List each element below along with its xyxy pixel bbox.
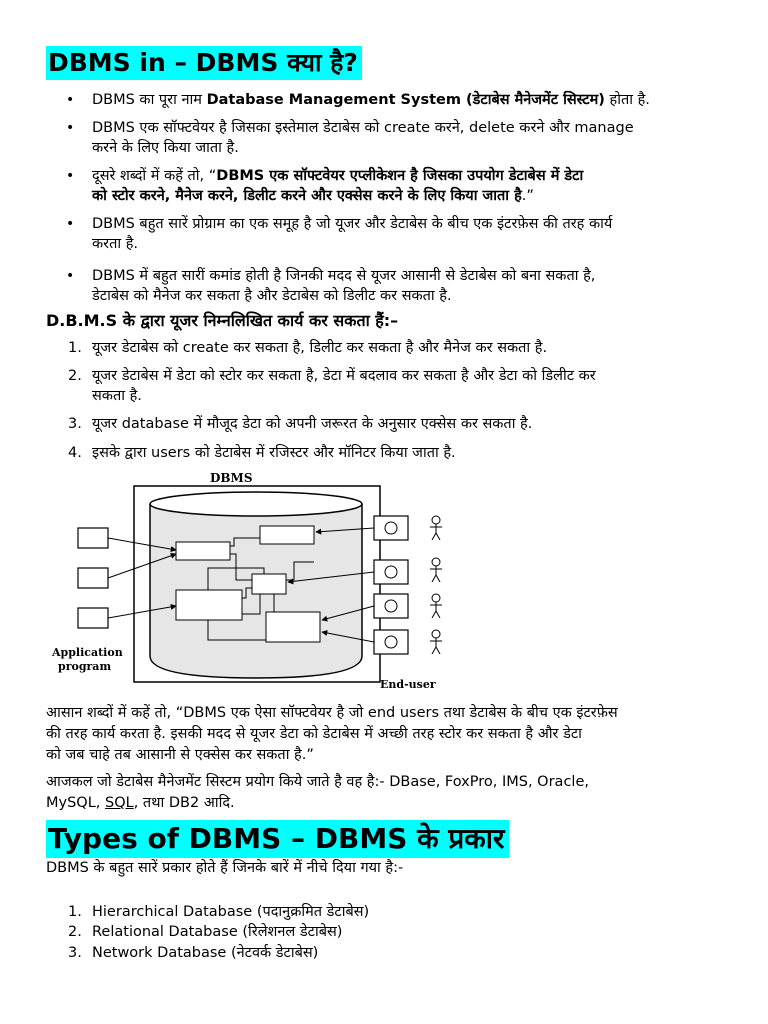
bullet-text: • DBMS बहुत सारें प्रोग्राम का एक समूह है जो यूजर और डेटाबेस के बीच एक इंटरफ़ेस की तरह कार्य (92, 216, 613, 232)
list-item-text: Network Database (नेटवर्क डेटाबेस) (92, 945, 319, 961)
list-item-text: Relational Database (रिलेशनल डेटाबेस) (92, 924, 343, 940)
list-item (68, 943, 732, 963)
list-item (68, 443, 732, 463)
bullet-text: DBMS का पूरा नाम (92, 92, 207, 108)
list-number: 3. (68, 416, 82, 432)
application-program-label: Application (52, 646, 123, 659)
list-number: 4. (68, 445, 82, 461)
inner-box (266, 612, 320, 642)
list-item (68, 414, 732, 434)
application-program-label: program (58, 660, 112, 673)
end-user-label: End-user (380, 678, 436, 691)
bullet-text: करता है. (92, 236, 139, 252)
summary-paragraph (46, 703, 726, 766)
list-item (68, 338, 732, 358)
list-number: 2. (68, 924, 82, 940)
app-program-box (78, 608, 108, 628)
list-number: 1. (68, 340, 82, 356)
paragraph-text: MySQL, (46, 795, 106, 811)
inner-box (176, 590, 242, 620)
bullet-bold-text: को स्टोर करने, मैनेज करने, डिलीट करने और एक्सेस करने के लिए किया जाता है (92, 188, 522, 204)
list-number: 1. (68, 904, 82, 920)
bullet-text: करने के लिए किया जाता है. (92, 140, 239, 156)
heading-dbms-kya-hai: DBMS in – DBMS क्या है? (46, 46, 362, 80)
inner-box (176, 542, 230, 560)
list-item-text: इसके द्वारा users को डेटाबेस में रजिस्टर और मॉनिटर किया जाता है. (92, 445, 456, 461)
list-item (68, 902, 732, 922)
paragraph-text: , तथा DB2 आदि. (133, 795, 235, 811)
types-intro: DBMS के बहुत सारें प्रकार होते हैं जिनके बारें में नीचे दिया गया है:- (46, 860, 404, 876)
bullet-text: • DBMS में बहुत सारीं कमांड होती है जिनकी मदद से यूजर आसानी से डेटाबेस को बना सकता है, (92, 268, 596, 284)
paragraph-line: आसान शब्दों में कहें तो, “DBMS एक ऐसा सॉफ्टवेयर है जो end users तथा डेटाबेस के बीच एक इंटरफ़ेस (46, 705, 618, 721)
list-item (68, 922, 732, 942)
systems-paragraph (46, 772, 726, 814)
bullet-bold-text: Database Management System (डेटाबेस मैनेजमेंट सिस्टम) (206, 92, 605, 108)
bullet-text: • DBMS एक सॉफ्टवेयर है जिसका इस्तेमाल डेटाबेस को create करने, delete करने और manage (92, 120, 634, 136)
dbms-diagram (50, 470, 470, 696)
bullet-full-form (92, 90, 732, 110)
end-user-figures (430, 516, 442, 654)
bullet-text: दूसरे शब्दों में कहें तो, “ (92, 168, 217, 184)
list-item-text: यूजर डेटाबेस में डेटा को स्टोर कर सकता है, डेटा में बदलाव कर सकता है और डेटा को डिलीट कर (92, 368, 596, 384)
list-item-text: यूजर database में मौजूद डेटा को अपनी जरूरत के अनुसार एक्सेस कर सकता है. (92, 416, 533, 432)
bullet-commands (92, 266, 732, 306)
paragraph-line: की तरह कार्य करता है. इसकी मदद से यूजर डेटा को डेटाबेस में अच्छी तरह स्टोर कर सकता है और डेटा (46, 726, 582, 742)
bullet-bold-text: DBMS एक सॉफ्टवेयर एप्लीकेशन है जिसका उपयोग डेटाबेस में डेटा (216, 168, 584, 184)
list-item (68, 366, 732, 406)
bullet-software-definition (92, 118, 732, 158)
list-item-text: Hierarchical Database (पदानुक्रमित डेटाबेस) (92, 904, 370, 920)
heading-types-of-dbms: Types of DBMS – DBMS के प्रकार (46, 820, 509, 858)
bullet-program-group (92, 214, 732, 254)
paragraph-line: आजकल जो डेटाबेस मैनेजमेंट सिस्टम प्रयोग किये जाते है वह है:- DBase, FoxPro, IMS, Oracle, (46, 774, 589, 790)
list-number: 3. (68, 945, 82, 961)
sql-link[interactable]: SQL (105, 795, 134, 811)
heading-user-tasks: D.B.M.S के द्वारा यूजर निम्नलिखित कार्य कर सकता हैं:– (46, 311, 399, 330)
diagram-title: DBMS (210, 471, 253, 485)
list-item-text: सकता है. (92, 388, 142, 404)
paragraph-line (46, 793, 726, 814)
app-program-box (78, 568, 108, 588)
paragraph-line: को जब चाहे तब आसानी से एक्सेस कर सकता है.” (46, 747, 314, 763)
end-user-terminals (374, 516, 408, 654)
bullet-text: डेटाबेस को मैनेज कर सकता है और डेटाबेस को डिलीट कर सकता है. (92, 288, 452, 304)
app-program-box (78, 528, 108, 548)
inner-box (260, 526, 314, 544)
bullet-text: होता है. (604, 92, 650, 108)
list-item-text: यूजर डेटाबेस को create कर सकता है, डिलीट कर सकता है और मैनेज कर सकता है. (92, 340, 548, 356)
bullet-other-words (92, 166, 732, 206)
inner-box (252, 574, 286, 594)
bullet-text: .” (521, 188, 534, 204)
list-number: 2. (68, 368, 82, 384)
